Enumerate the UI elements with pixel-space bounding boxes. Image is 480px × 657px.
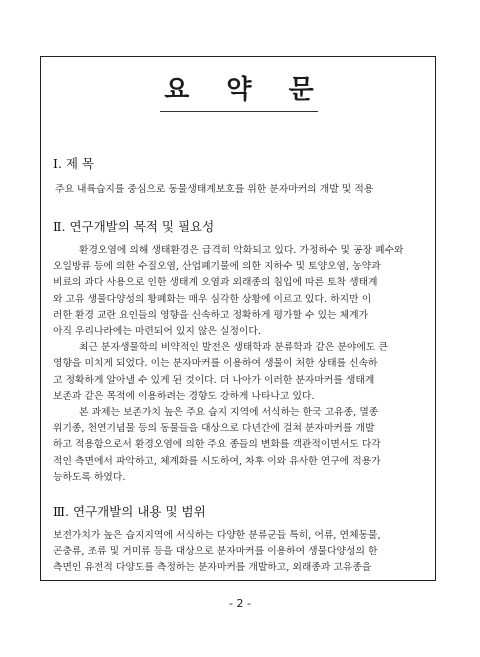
text-line: 영향을 미치게 되었다. 이는 분자마커를 이용하여 생물이 처한 상태를 신속하	[53, 358, 378, 370]
text-line: 능하도록 하였다.	[53, 471, 126, 483]
text-line: 위기종, 천연기념물 등의 동물들을 대상으로 다년간에 걸쳐 분자마커를 개발	[53, 423, 375, 435]
text-line: 오일방류 등에 의한 수질오염, 산업폐기물에 의한 지하수 및 토양오염, 농약과	[53, 261, 381, 273]
section-2-body	[53, 243, 425, 486]
section-2-heading: Ⅱ. 연구개발의 목적 및 필요성	[53, 219, 215, 234]
section-3-heading: Ⅲ. 연구개발의 내용 및 범위	[53, 504, 206, 520]
section-1-heading: Ⅰ. 제 목	[53, 156, 95, 171]
page-number: - 2 -	[229, 597, 251, 610]
project-title-text: 주요 내륙습지를 중심으로 동물생태계보호를 위한 분자마커의 개발 및 적용	[55, 184, 374, 195]
section-3-body	[53, 528, 425, 577]
text-line: 러한 환경 교란 요인들의 영향을 신속하고 정확하게 평가할 수 있는 체계가	[53, 309, 369, 321]
text-line: 보존과 같은 목적에 이용하려는 경향도 강하게 나타나고 있다.	[53, 390, 315, 402]
text-line: 최근 분자생물학의 비약적인 발전은 생태학과 분류학과 같은 분야에도 큰	[79, 342, 388, 354]
page-title: 요 약 문	[164, 75, 328, 105]
text-line: 곤충류, 조류 및 거미류 등을 대상으로 분자마커를 이용하여 생물다양성의 한	[53, 546, 378, 558]
text-line: 보전가치가 높은 습지지역에 서식하는 다양한 분류군들 특히, 어류, 연체동물,	[53, 530, 381, 542]
text-line: 아직 우리나라에는 마련되어 있지 않은 실정이다.	[53, 326, 261, 338]
text-line: 고 정확하게 알아낼 수 있게 된 것이다. 더 나아가 이러한 분자마커를 생태계	[53, 374, 375, 386]
text-line: 환경오염에 의해 생태환경은 급격히 악화되고 있다. 가정하수 및 공장 폐수와	[79, 245, 404, 256]
summary-frame	[40, 56, 436, 581]
text-line: 와 고유 생물다양성의 황폐화는 매우 심각한 상황에 이르고 있다. 하지만 이	[53, 293, 372, 305]
text-line: 측면인 유전적 다양도를 측정하는 분자마커를 개발하고, 외래종과 고유종을	[53, 562, 372, 574]
title-underline	[160, 111, 318, 112]
text-line: 비료의 과다 사용으로 인한 생태계 오염과 외래종의 침입에 따른 토착 생태계	[53, 277, 378, 289]
text-line: 본 과제는 보존가치 높은 주요 습지 지역에 서식하는 한국 고유종, 멸종	[79, 407, 379, 419]
text-line: 하고 적용함으로서 환경오염에 의한 주요 종들의 변화를 객관적이면서도 다각	[53, 439, 381, 451]
text-line: 적인 측면에서 파악하고, 체계화를 시도하여, 차후 이와 유사한 연구에 적용가	[53, 455, 381, 467]
